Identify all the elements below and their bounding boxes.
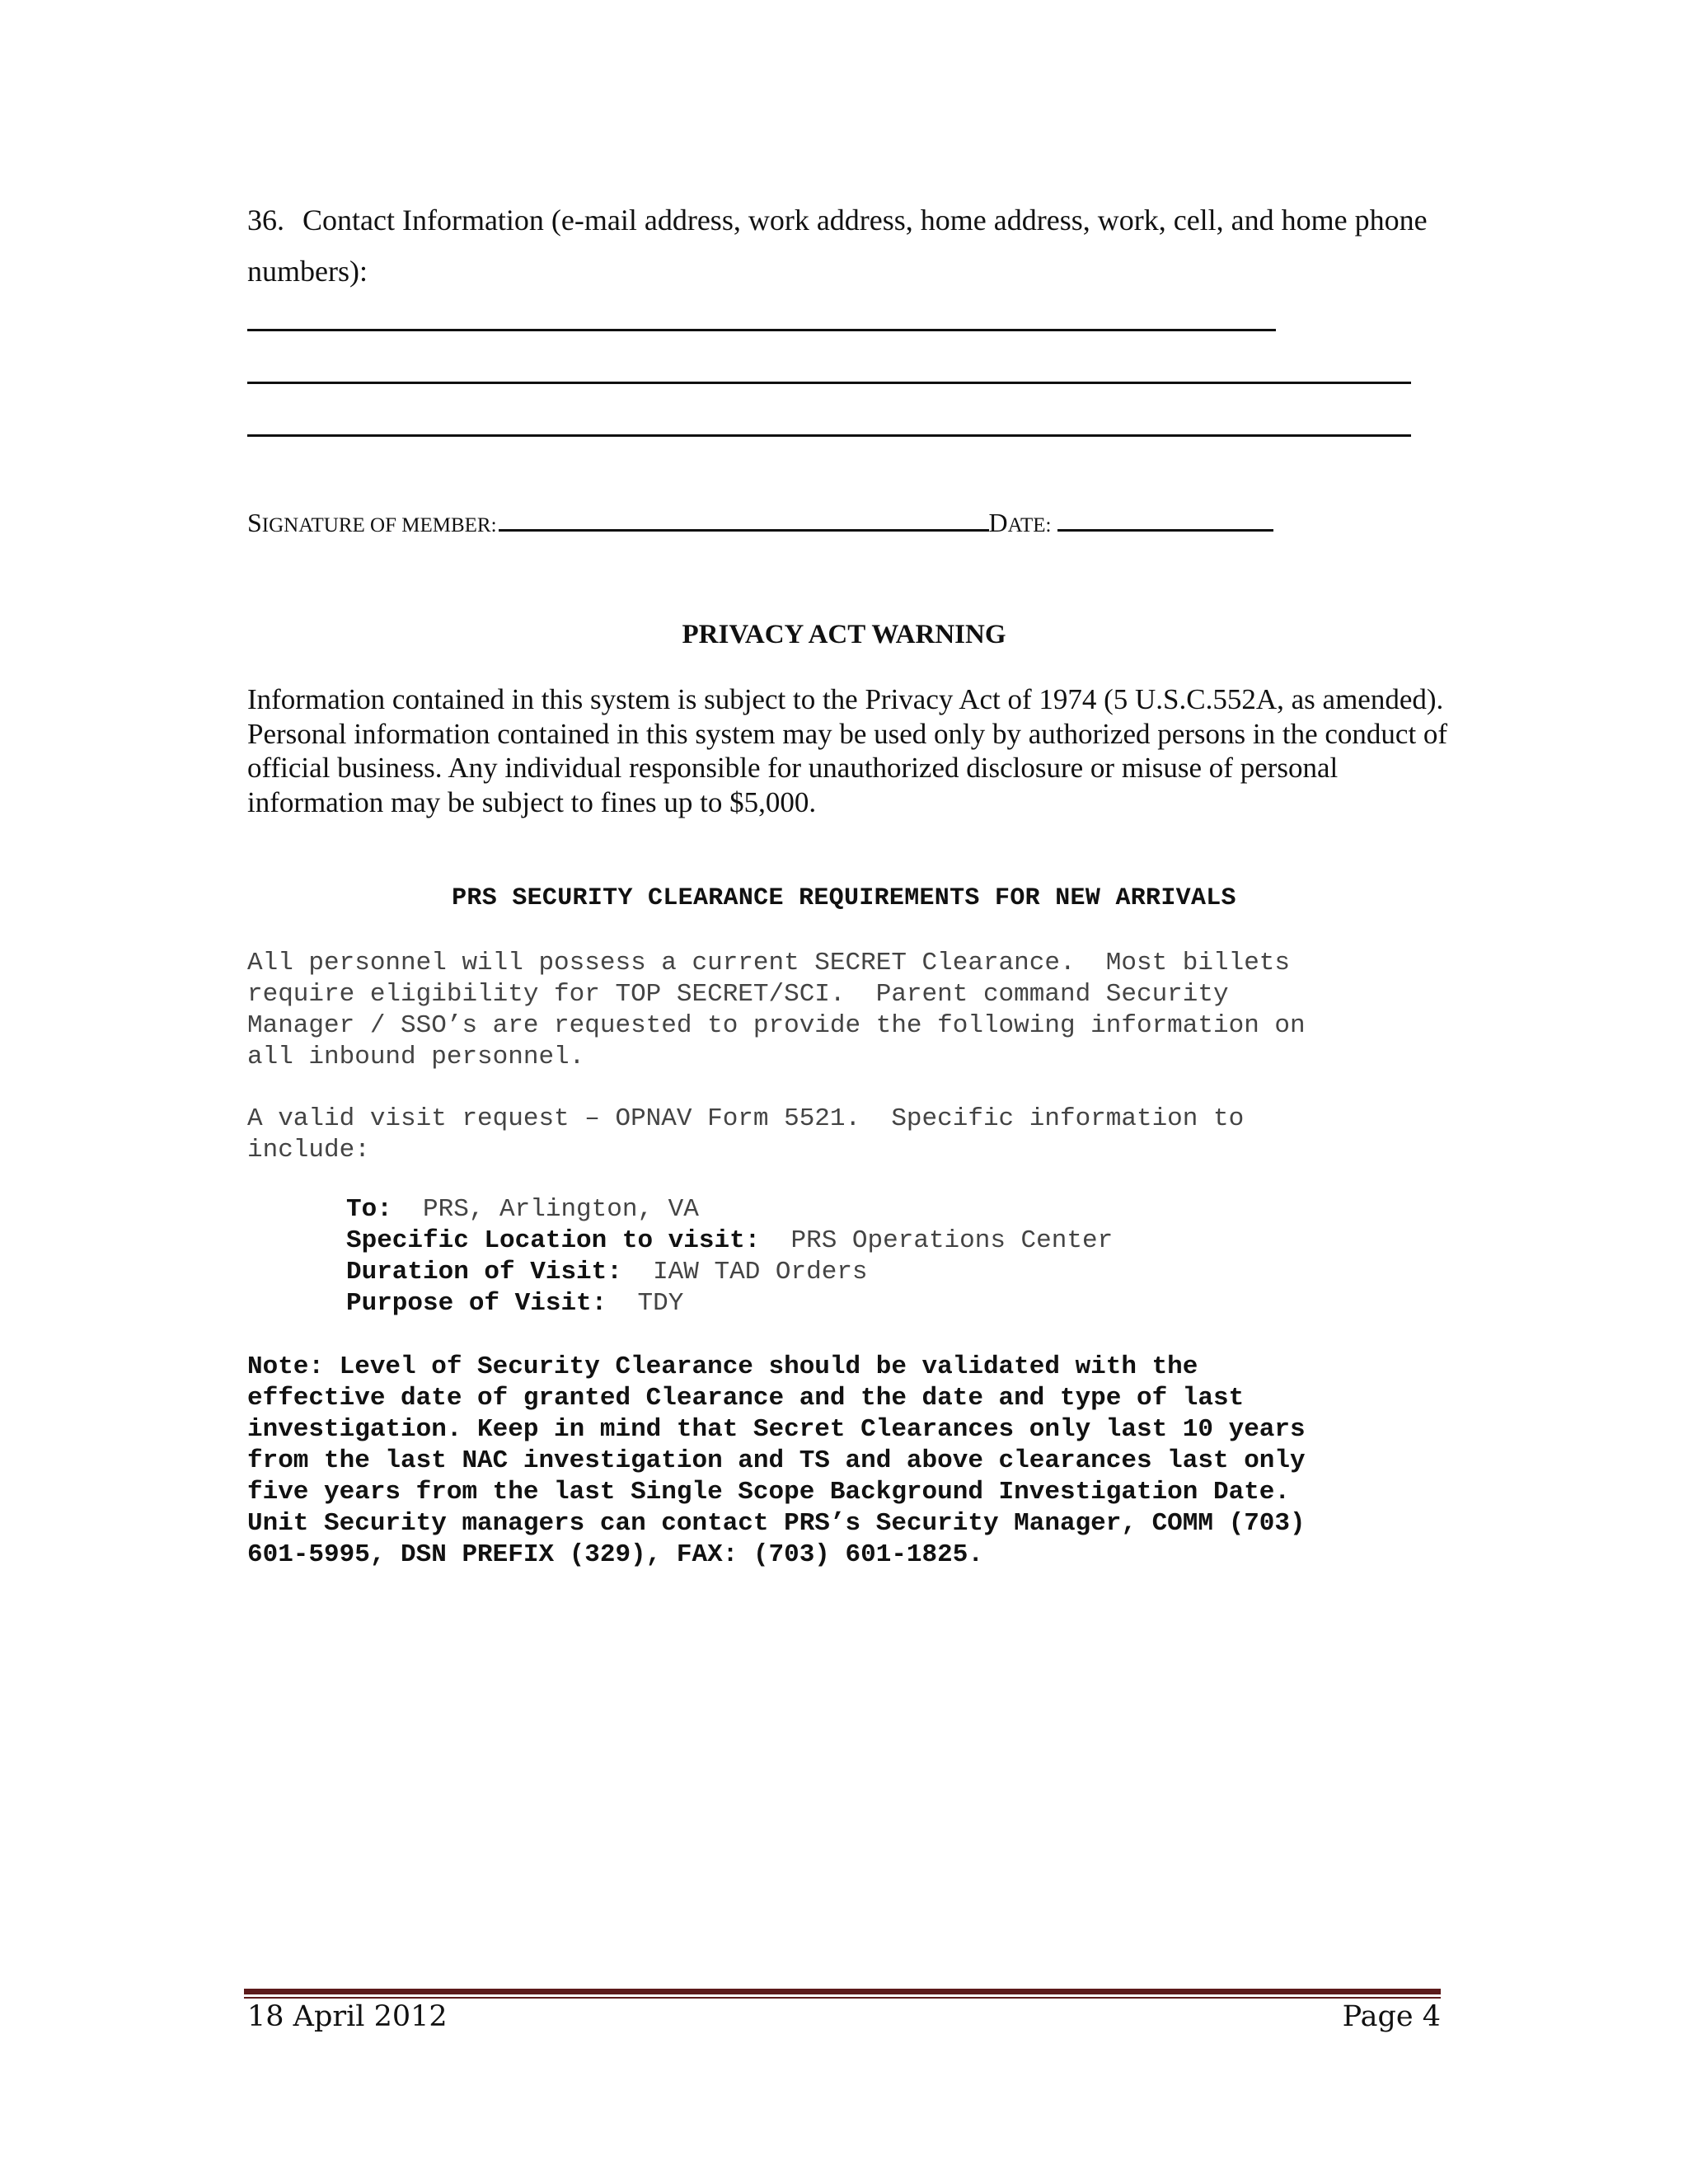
contact-fill-line-1[interactable] [247, 329, 1276, 331]
privacy-act-title: PRIVACY ACT WARNING [682, 620, 1006, 649]
signature-field[interactable] [499, 506, 989, 532]
visit-details [346, 1194, 1113, 1319]
clearance-note: Note: Level of Security Clearance should be validated with the effective date of granted Clearance and the date and type of last investigation. Keep in mind that Secret Clearances only last 10 years from the last NAC investigation and TS and above clearances last only five years from the last Single Scope Background Investigation Date. Unit Security managers can contact PRS’s Security Manager, COMM (703) 601-5995, DSN PREFIX (329), FAX: (703) 601-1825. [247, 1352, 1306, 1569]
visit-duration-value: IAW TAD Orders [653, 1258, 868, 1286]
contact-fill-line-3[interactable] [247, 434, 1411, 437]
signature-row [247, 506, 1273, 538]
visit-duration-label: Duration of Visit: [346, 1258, 622, 1286]
signature-label: SIGNATURE OF MEMBER: [247, 508, 497, 537]
visit-purpose-label: Purpose of Visit: [346, 1289, 607, 1318]
visit-duration-row [346, 1257, 1113, 1288]
visit-location-value: PRS Operations Center [790, 1226, 1114, 1255]
question-text: Contact Information (e-mail address, work address, home address, work, cell, and home phone numbers): [247, 204, 1428, 288]
footer-rule-thin [244, 1997, 1441, 1999]
prs-requirements-intro: All personnel will possess a current SECRET Clearance. Most billets require eligibility for TOP SECRET/SCI. Parent command Security Manager / SSO’s are requested to provide the following information on all inbound personnel. [247, 949, 1306, 1071]
prs-requirements-title: PRS SECURITY CLEARANCE REQUIREMENTS FOR NEW ARRIVALS [452, 884, 1236, 912]
footer-date: 18 April 2012 [247, 2000, 448, 2033]
contact-information-question [247, 194, 1434, 297]
visit-to-row [346, 1194, 1113, 1226]
visit-purpose-value: TDY [637, 1289, 684, 1318]
privacy-act-body: Information contained in this system is subject to the Privacy Act of 1974 (5 U.S.C.552A, as amended). Personal information contained in this system may be used only by authorized persons in the conduct of official business. Any individual responsible for unauthorized disclosure or misuse of personal information may be subject to fines up to $5,000. [247, 683, 1448, 818]
page-footer [247, 2000, 1441, 2033]
date-field[interactable] [1057, 506, 1273, 532]
footer-page-number: Page 4 [1342, 2000, 1441, 2033]
visit-location-label: Specific Location to visit: [346, 1226, 761, 1255]
visit-location-row [346, 1226, 1113, 1257]
visit-to-value: PRS, Arlington, VA [423, 1195, 699, 1224]
visit-purpose-row [346, 1288, 1113, 1319]
contact-fill-line-2[interactable] [247, 382, 1411, 384]
visit-request-text: A valid visit request – OPNAV Form 5521. Specific information to include: [247, 1104, 1245, 1165]
question-number: 36. [247, 204, 284, 237]
footer-rule [244, 1989, 1441, 1994]
date-label: DATE: [988, 508, 1052, 537]
visit-to-label: To: [346, 1195, 392, 1224]
